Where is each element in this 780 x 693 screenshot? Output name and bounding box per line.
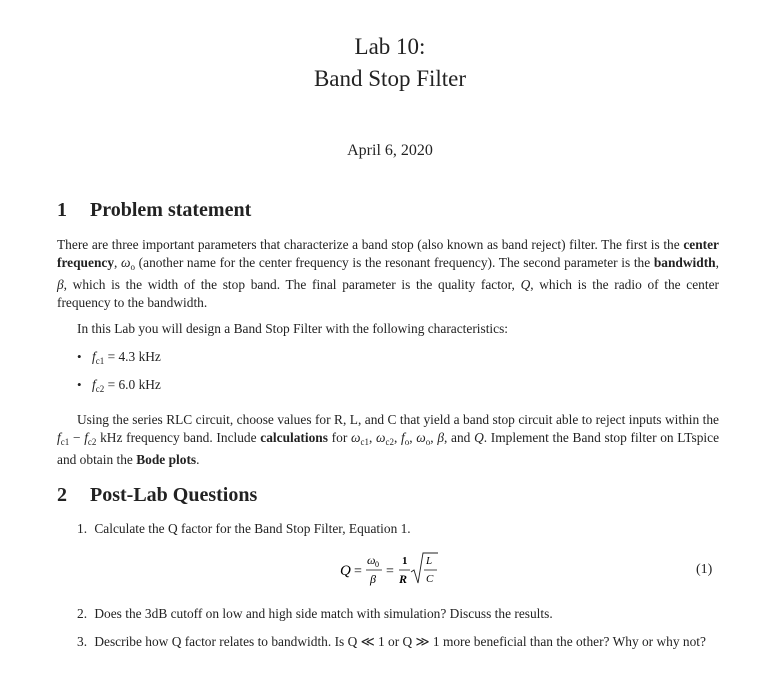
eq-rad-den: C bbox=[426, 573, 434, 585]
eq-sign-1: = bbox=[354, 564, 362, 579]
eq-lhs: Q bbox=[340, 563, 351, 579]
list-item: • $f_{c1} = 4.3$ kHz bbox=[77, 349, 161, 366]
question-item: 2. Does the 3dB cutoff on low and high side match with simulation? Discuss the results. bbox=[77, 606, 553, 621]
eq-num1-sub: 0 bbox=[375, 560, 379, 569]
term-calculations: calculations bbox=[260, 430, 328, 445]
eq-num1: ω bbox=[367, 553, 376, 567]
doc-date: April 6, 2020 bbox=[347, 142, 433, 159]
section-2-heading bbox=[57, 484, 257, 507]
eq-sign-2: = bbox=[386, 564, 394, 579]
problem-paragraph-3: Using the series RLC circuit, choose values for R, L, and C that yield a band stop circuit able to reject inputs within the $f_{c1} - f_{c2}$ kHz frequency band. Include calculations for $\omega_{c1}$, $\omega_{c2}$, $f_o$, $\omega_o$, β, and Q. Implement the Band stop filter on LTspice and obtain the Bode plots. bbox=[57, 412, 720, 467]
doc-title-line2: Band Stop Filter bbox=[313, 66, 467, 91]
section-1-heading bbox=[57, 199, 251, 222]
bullet-icon: • bbox=[77, 349, 82, 364]
term-bode-plots: Bode plots bbox=[136, 452, 197, 467]
eq-rad-num: L bbox=[426, 555, 433, 567]
list-item: • $f_{c2} = 6.0$ kHz bbox=[77, 377, 161, 394]
eq-den2: R bbox=[399, 572, 408, 586]
section-1-number: 1 bbox=[57, 199, 67, 221]
section-2-number: 2 bbox=[57, 484, 67, 506]
equation-number: (1) bbox=[696, 562, 713, 577]
eq-num2: 1 bbox=[402, 555, 408, 567]
eq-radical bbox=[411, 553, 438, 583]
term-bandwidth: bandwidth bbox=[653, 255, 716, 270]
problem-paragraph-1: There are three important parameters that characterize a band stop (also known as band reject) filter. The first is the center frequency, $\omega_o$ (another name for the center frequency is the resonant frequency). The second parameter is the bandwidth, β, which is the width of the stop band. The final parameter is the quality factor, Q, which is the radio of the center frequency to the bandwidth. bbox=[57, 237, 719, 310]
term-center-frequency: center frequency bbox=[57, 237, 719, 270]
eq-den1: β bbox=[370, 572, 376, 586]
bullet-icon: • bbox=[77, 377, 82, 392]
question-item: 1. Calculate the Q factor for the Band Stop Filter, Equation 1. bbox=[77, 521, 411, 536]
problem-paragraph-2: In this Lab you will design a Band Stop Filter with the following characteristics: bbox=[77, 321, 509, 336]
question-item: 3. Describe how Q factor relates to bandwidth. Is Q ≪ 1 or Q ≫ 1 more beneficial than the other? Why or why not? bbox=[77, 634, 706, 649]
doc-title-line1: Lab 10: bbox=[354, 34, 426, 59]
section-1-title: Problem statement bbox=[90, 199, 252, 221]
section-2-title: Post-Lab Questions bbox=[90, 484, 258, 506]
q-factor-equation bbox=[340, 550, 470, 590]
